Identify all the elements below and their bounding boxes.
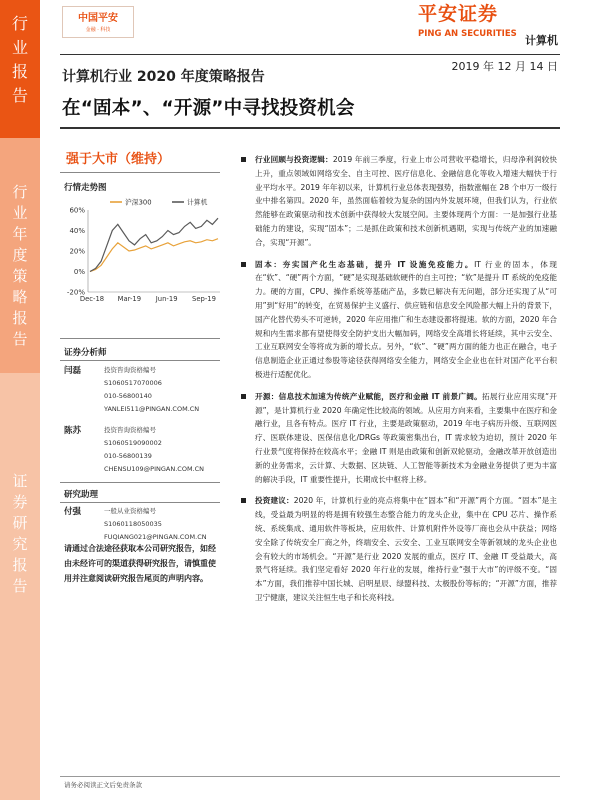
- bullet-icon: [241, 157, 246, 162]
- rating-label: 强于大市（维持）: [66, 152, 171, 167]
- report-date: 2019 年 12 月 14 日: [451, 60, 558, 73]
- sidebar-band-bottom: [0, 373, 40, 800]
- footer-disclaimer: 请务必阅读正文后免责条款: [64, 781, 142, 789]
- rating-rule: [60, 172, 220, 173]
- header-rule: [60, 54, 560, 55]
- x-tick-label: Sep-19: [192, 295, 216, 303]
- chart-bottom-rule: [60, 338, 220, 339]
- legend-label: 沪深300: [125, 198, 152, 207]
- pingan-securities-logo: 平安证券 PING AN SECURITIES: [418, 3, 517, 39]
- y-tick-label: 40%: [69, 227, 85, 235]
- report-title: 计算机行业 2020 年度策略报告: [62, 69, 265, 85]
- assistant-name: 付强: [64, 507, 82, 517]
- headline: 在“固本”、“开源”中寻找投资机会: [62, 98, 355, 119]
- chart-series: [90, 218, 218, 271]
- chart-legend: [110, 198, 208, 207]
- title-divider: [60, 127, 560, 129]
- footer-rule: [60, 776, 560, 777]
- paragraph-kaiyuan: 开源：信息技术加速为传统产业赋能，医疗和金融 IT 前景广阔。拓展行业应用实现“开源”，是计算机行业 2020 年确定性比较高的领域。从应用方向来看，主要集中在医疗和金融行业，且各有特点。医疗 IT 行业，主要是政策驱动，2019 年电子病历升级、互联网医疗、医联体建设、医保信息化/DRGs 等政策密集出台，IT 需求较为迫切，预计 2020 年行业景气度将保持在较高水平；金融 IT 则是由政策和创新双轮驱动，金融改革开放创造出新的业务需求，云计算、大数据、区块链、人工智能等新技术为金融业务提供了更为丰富的解决手段，IT 重要性提升，长期成长中枢将上移。: [239, 390, 557, 487]
- assistant-rule: [60, 502, 220, 503]
- analyst-rule: [60, 360, 220, 361]
- bullet-icon: [241, 394, 246, 399]
- paragraph-guben: 固本：夯实国产化生态基础，提升 IT 设施免疫能力。IT 行业的固本，体现在“软”、“硬”两个方面，“硬”是实现基础软硬件的自主可控；“软”是提升 IT 系统的免疫能力。硬的方面，CPU、操作系统等基础产品，多数已解决有无问题，部分还实现了从“可用”到“好用”的转变，在贸易保护主义盛行、供应链和信息安全风险都大幅上升的背景下，国产化替代势头不可逆转，2020 年应用推广和生态建设都将提速。软的方面，2020 年合规和内生需求都有望使得安全防护支出大幅加码，网络安全高增长将延续，其中云安全、工业互联网安全等将成为新的增长点。另外，“软”、“硬”两方面的能力也正在融合，电子信息制造企业正通过参股等途径获得网络安全能力，网络安全企业也在针对国产化平台积极进行适配优化。: [239, 258, 557, 382]
- paragraph-industry-review: 行业回顾与投资逻辑：2019 年前三季度，行业上市公司营收平稳增长，归母净利润较快上升，重点领域如网络安全、自主可控、医疗信息化、金融信息化等收入增速大幅快于行业平均水平。2019 年年初以来，计算机行业总体表现强势，指数涨幅在 28 个申万一级行业中排名第四。2020 年，虽然面临着较为复杂的国内外发展环境，但我们认为，行业依然能够在政策驱动和技术创新中获得较大发展空间。主要体现两个方面：一是加强行业基础能力的建设，实现“固本”；二是抓住政策和技术创新机遇期，实现与传统产业的加速融合，实现“开源”。: [239, 153, 557, 250]
- y-tick-label: 0%: [73, 268, 85, 276]
- bullet-icon: [241, 498, 246, 503]
- y-tick-label: 20%: [69, 247, 85, 256]
- assistant-section-title: 研究助理: [64, 490, 99, 500]
- analyst-section-title: 证券分析师: [64, 348, 107, 358]
- series-line: [90, 218, 218, 271]
- analyst-info: 投资咨询资格编号 S1060517070006 010-56800140 YANLEI511@PINGAN.COM.CN: [104, 366, 200, 413]
- legend-label: 计算机: [187, 198, 208, 207]
- industry-label: 计算机: [525, 34, 558, 47]
- sidebar-label-top: 行 业 报 告: [11, 14, 28, 105]
- pingan-group-logo: 中国平安 金融 · 科技: [62, 6, 134, 38]
- series-line: [90, 239, 218, 272]
- y-tick-label: -20%: [66, 288, 85, 297]
- y-tick-label: 60%: [69, 206, 85, 215]
- x-tick-label: Jun-19: [155, 295, 178, 303]
- bullet-icon: [241, 262, 246, 267]
- x-tick-label: Mar-19: [117, 295, 142, 303]
- paragraph-investment-advice: 投资建议：2020 年，计算机行业的亮点将集中在“固本”和“开源”两个方面。“固本”是主线，受益最为明显的将是拥有较强生态整合能力的龙头企业，集中在 CPU 芯片、操作系统、系统集成、通用软件等板块，应用软件、计算机附件外设等厂商也会从中获益；网络安全除了传统安全厂商之外，终端安全、云安全、工业互联网安全等新领域的龙头企业也会有较大的市场机会。“开源”是行业 2020 发展的重点，医疗 IT、金融 IT 受益最大，高景气将延续。我们坚定看好 2020 年行业的发展，维持行业“强于大市”的评级不变。“固本”方面，我们推荐中国长城、启明星辰、绿盟科技、太极股份等标的；“开源”方面，推荐卫宁健康，建议关注恒生电子和长亮科技。: [239, 494, 557, 604]
- analyst-name: 陈苏: [64, 426, 82, 436]
- sidebar-label-middle: 行 业 年 度 策 略 报 告: [12, 183, 28, 348]
- analyst-name: 闫磊: [64, 366, 82, 376]
- sidebar-label-bottom: 证 券 研 究 报 告: [12, 472, 28, 595]
- chart-axes: [67, 207, 220, 304]
- analyst-info: 投资咨询资格编号 S1060519090002 010-56800139 CHENSU109@PINGAN.COM.CN: [104, 426, 205, 473]
- assistant-top-rule: [60, 482, 220, 483]
- sidebar-band-top: [0, 0, 40, 138]
- sidebar-band-middle: [0, 138, 40, 373]
- chart-section-title: 行情走势图: [64, 183, 107, 193]
- report-summary: [239, 153, 557, 613]
- assistant-info: 一般从业资格编号 S1060118050035 FUQIANG021@PINGAN.COM.CN: [104, 507, 207, 541]
- legal-notice: 请通过合法途径获取本公司研究报告，如经由未经许可的渠道获得研究报告，请慎重使用并注意阅读研究报告尾页的声明内容。: [64, 544, 216, 583]
- price-trend-chart: [60, 196, 225, 314]
- x-tick-label: Dec-18: [79, 295, 105, 303]
